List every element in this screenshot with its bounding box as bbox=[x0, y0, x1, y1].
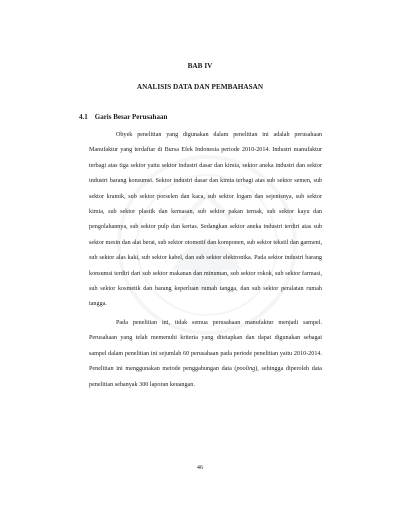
page-number: 46 bbox=[196, 464, 204, 471]
section-title: Garis Besar Perusahaan bbox=[94, 113, 168, 121]
paragraph-text-before-term: Pada penelitian ini, tidak semua perusahaan manufaktur menjadi sampel. Perusahaan yang telah memenuhi kriteria yang ditetapkan dan dapat digunakan sebagai sampel dalam penelitian ini sejumlah 60 perusahaan pada periode penelitian yaitu 2010-2014. Penelitian ini menggunakan metode penggabungan data ( bbox=[89, 320, 322, 373]
paragraph-text-after-term: ), sehingga diperoleh data penelitian sebanyak 300 laporan keuangan. bbox=[89, 366, 322, 388]
section-number: 4.1 bbox=[79, 113, 88, 121]
chapter-title: ANALISIS DATA DAN PEMBAHASAN bbox=[136, 83, 264, 91]
italic-term: pooling bbox=[236, 366, 256, 373]
body-paragraph bbox=[89, 316, 322, 393]
section-heading bbox=[79, 113, 167, 121]
body-paragraph: Obyek penelitian yang digunakan dalam penelitian ini adalah perusahaan Manufaktur yang terdaftar di Bursa Efek Indonesia periode 2010-2014. Industri manufaktur terbagi atas tiga sektor yaitu sektor industri dasar dan kimia, sektor aneka industri dan sektor industri barang konsumsi. Sektor industri dasar dan kimia terbagi atas sub sektor semen, sub sektor kramik, sub sektor porselen dan kaca, sub sektor logam dan sejenisnya, sub sektor kimia, sub sektor plastik dan kemasan, sub sektor pakan ternak, sub sektor kayu dan pengolahannya, sub sektor pulp dan kertas. Sedangkan sektor aneka industri terdiri atas sub sektor mesin dan alat berat, sub sektor otomotif dan komponen, sub sektor tekstil dan garment, sub sektor alas kaki, sub sektor kabel, dan sub sektor elektronika. Pada sektor industri barang konsumsi terdiri dari sub sektor makanan dan minuman, sub sektor rokok, sub sektor farmasi, sub sektor kosmetik dan barang keperluan rumah tangga, dan sub sektor peralatan rumah tangga. bbox=[89, 132, 322, 308]
chapter-heading: BAB IV bbox=[187, 62, 213, 70]
